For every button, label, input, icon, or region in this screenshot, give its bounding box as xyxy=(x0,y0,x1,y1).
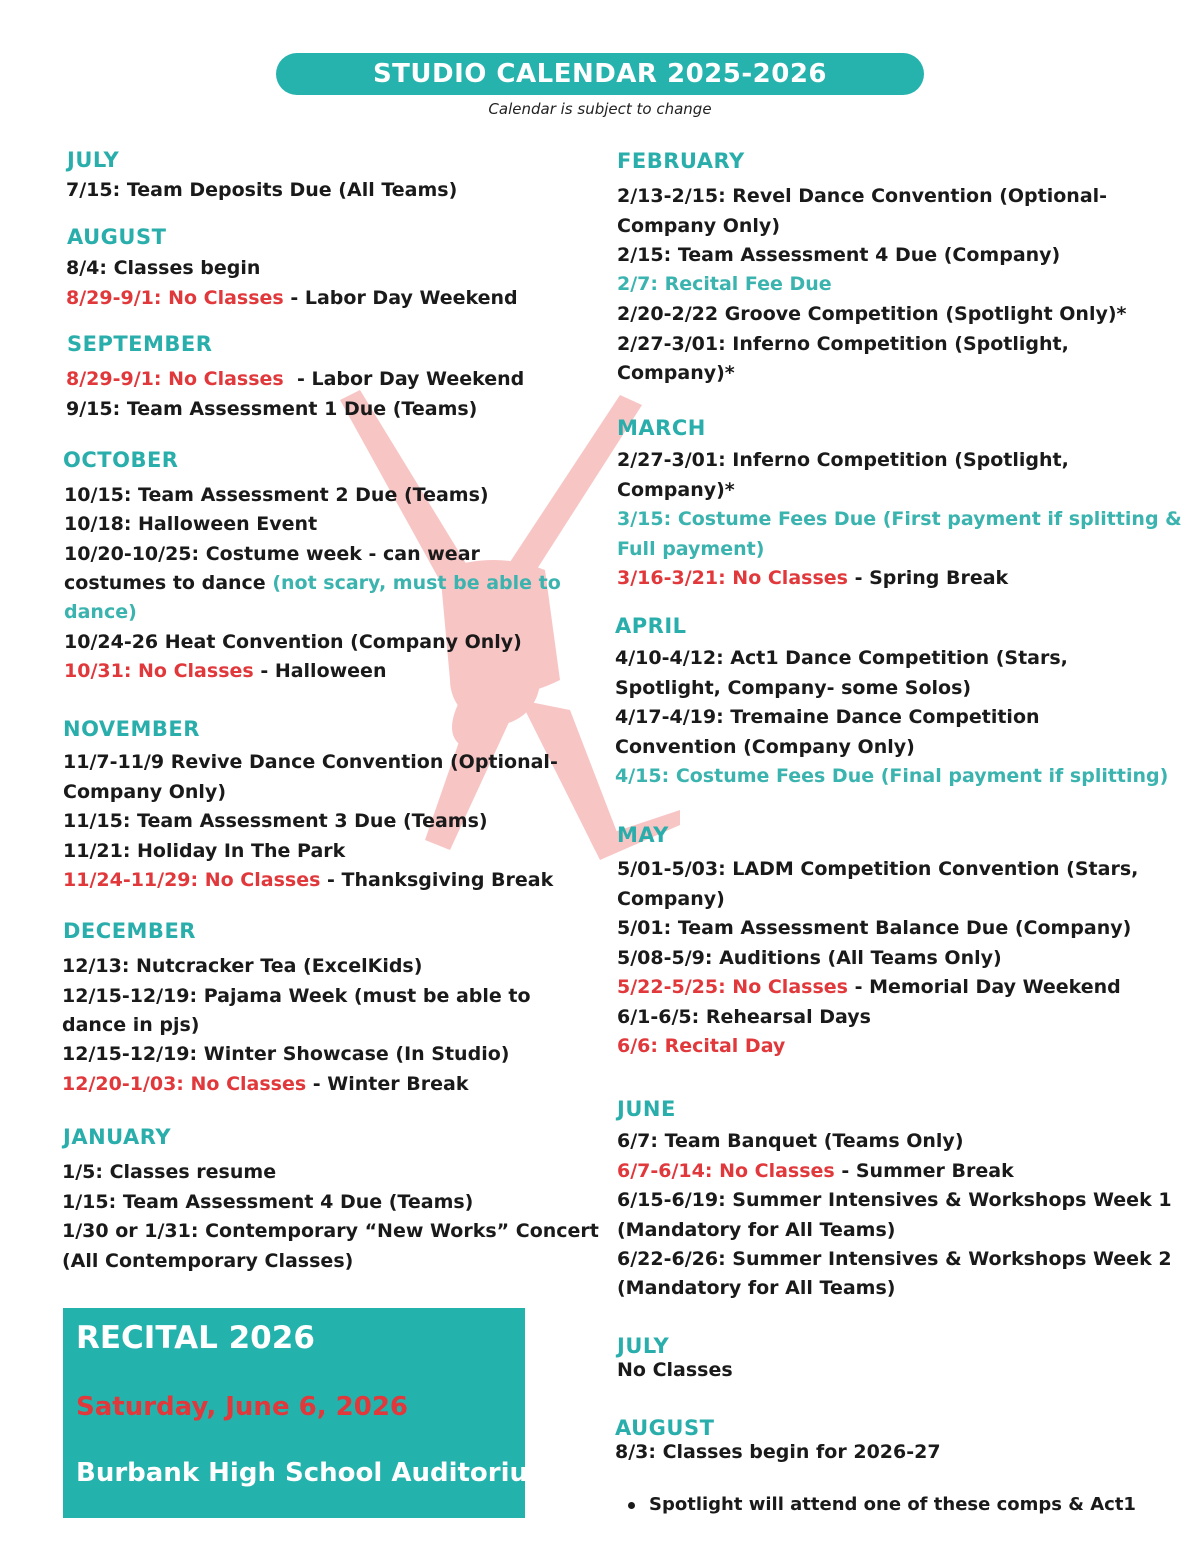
event-line: 10/24-26 Heat Convention (Company Only) xyxy=(64,631,522,653)
recital-venue: Burbank High School Auditorium xyxy=(76,1458,556,1488)
month-heading-november: NOVEMBER xyxy=(63,717,200,741)
event-line: 11/7-11/9 Revive Dance Convention (Optional- xyxy=(63,751,558,773)
month-heading-july: JULY xyxy=(67,148,120,172)
event-line: Full payment) xyxy=(617,538,765,560)
month-heading-december: DECEMBER xyxy=(63,919,196,943)
month-heading-may: MAY xyxy=(617,823,669,847)
event-line: 8/4: Classes begin xyxy=(66,257,261,279)
month-heading-august-2026: AUGUST xyxy=(615,1416,715,1440)
event-line: 2/15: Team Assessment 4 Due (Company) xyxy=(617,244,1061,266)
event-line: 5/01-5/03: LADM Competition Convention (Stars, xyxy=(617,858,1139,880)
month-heading-march: MARCH xyxy=(617,416,706,440)
event-line: 5/01: Team Assessment Balance Due (Company) xyxy=(617,917,1132,939)
event-note: - Summer Break xyxy=(834,1160,1014,1182)
event-line xyxy=(63,866,553,896)
calendar-subtitle: Calendar is subject to change xyxy=(488,100,712,118)
footnote-text: Spotlight will attend one of these comps & Act1 xyxy=(649,1494,1136,1515)
event-line: 1/30 or 1/31: Contemporary “New Works” Concert xyxy=(62,1220,599,1242)
no-classes-label: 12/20-1/03: No Classes xyxy=(62,1073,307,1095)
event-line: 3/15: Costume Fees Due (First payment if splitting & xyxy=(617,508,1182,530)
event-line: 2/7: Recital Fee Due xyxy=(617,273,832,295)
no-classes-label: 8/29-9/1: No Classes xyxy=(66,368,284,390)
event-line: 6/15-6/19: Summer Intensives & Workshops Week 1 xyxy=(617,1189,1172,1211)
no-classes-label: 10/31: No Classes xyxy=(64,660,254,682)
event-line: dance in pjs) xyxy=(62,1014,200,1036)
no-classes-label: 5/22-5/25: No Classes xyxy=(617,976,848,998)
event-line: 8/3: Classes begin for 2026-27 xyxy=(615,1441,941,1463)
event-line xyxy=(617,1157,1014,1187)
event-line: 4/17-4/19: Tremaine Dance Competition xyxy=(615,706,1040,728)
month-heading-october: OCTOBER xyxy=(63,448,179,472)
event-line: 10/15: Team Assessment 2 Due (Teams) xyxy=(64,484,489,506)
event-note: - Spring Break xyxy=(847,567,1009,589)
recital-title: RECITAL 2026 xyxy=(76,1320,315,1356)
event-line: (Mandatory for All Teams) xyxy=(617,1219,896,1241)
event-line: 2/20-2/22 Groove Competition (Spotlight Only)* xyxy=(617,303,1127,325)
month-heading-september: SEPTEMBER xyxy=(67,332,213,356)
event-line: 7/15: Team Deposits Due (All Teams) xyxy=(66,179,458,201)
month-heading-july-2026: JULY xyxy=(617,1334,670,1358)
event-line xyxy=(66,365,524,395)
event-line xyxy=(617,564,1008,594)
no-classes-label: 3/16-3/21: No Classes xyxy=(617,567,848,589)
event-line xyxy=(617,973,1121,1003)
recital-date: Saturday, June 6, 2026 xyxy=(76,1392,409,1422)
month-heading-june: JUNE xyxy=(617,1097,676,1121)
event-line: Convention (Company Only) xyxy=(615,736,915,758)
event-line: Company) xyxy=(617,888,725,910)
event-line: 11/21: Holiday In The Park xyxy=(63,840,346,862)
event-line: 6/1-6/5: Rehearsal Days xyxy=(617,1006,871,1028)
event-line: 10/20-10/25: Costume week - can wear xyxy=(64,543,480,565)
event-line: 9/15: Team Assessment 1 Due (Teams) xyxy=(66,398,478,420)
event-note: - Halloween xyxy=(253,660,387,682)
event-text: costumes to dance xyxy=(64,572,273,594)
recital-info-box xyxy=(63,1308,556,1518)
event-line: 12/15-12/19: Winter Showcase (In Studio) xyxy=(62,1043,510,1065)
event-line: (All Contemporary Classes) xyxy=(62,1250,354,1272)
event-line: 2/27-3/01: Inferno Competition (Spotlight, xyxy=(617,333,1069,355)
event-line: Company Only) xyxy=(63,781,227,803)
event-note: - Winter Break xyxy=(306,1073,469,1095)
month-heading-april: APRIL xyxy=(615,614,687,638)
no-classes-label: 8/29-9/1: No Classes xyxy=(66,287,284,309)
event-line xyxy=(64,657,386,687)
no-classes-label: 6/7-6/14: No Classes xyxy=(617,1160,835,1182)
event-line: No Classes xyxy=(617,1359,733,1381)
event-line: (Mandatory for All Teams) xyxy=(617,1277,896,1299)
month-heading-february: FEBRUARY xyxy=(617,149,745,173)
event-line xyxy=(64,569,561,599)
event-line xyxy=(66,284,518,314)
event-line: 5/08-5/9: Auditions (All Teams Only) xyxy=(617,947,1002,969)
event-line: 6/22-6/26: Summer Intensives & Workshops Week 2 xyxy=(617,1248,1172,1270)
event-line: 4/15: Costume Fees Due (Final payment if splitting) xyxy=(615,765,1169,787)
event-line: 6/7: Team Banquet (Teams Only) xyxy=(617,1130,964,1152)
event-line xyxy=(62,1070,468,1100)
event-line: 6/6: Recital Day xyxy=(617,1035,786,1057)
event-note: - Labor Day Weekend xyxy=(283,287,518,309)
event-line: Spotlight, Company- some Solos) xyxy=(615,677,972,699)
event-line: 11/15: Team Assessment 3 Due (Teams) xyxy=(63,810,488,832)
event-line: 2/27-3/01: Inferno Competition (Spotlight, xyxy=(617,449,1069,471)
event-note: - Labor Day Weekend xyxy=(283,368,525,390)
event-note: - Thanksgiving Break xyxy=(320,869,554,891)
event-line: Company)* xyxy=(617,362,735,384)
event-line: dance) xyxy=(64,601,137,623)
event-line: Company Only) xyxy=(617,215,781,237)
event-note: - Memorial Day Weekend xyxy=(847,976,1121,998)
calendar-title: STUDIO CALENDAR 2025-2026 xyxy=(276,53,924,95)
event-line: Company)* xyxy=(617,479,735,501)
no-classes-label: 11/24-11/29: No Classes xyxy=(63,869,321,891)
month-heading-january: JANUARY xyxy=(63,1125,172,1149)
event-line: 4/10-4/12: Act1 Dance Competition (Stars, xyxy=(615,647,1068,669)
month-heading-august: AUGUST xyxy=(67,225,167,249)
event-line: 12/15-12/19: Pajama Week (must be able to xyxy=(62,985,531,1007)
event-line: 2/13-2/15: Revel Dance Convention (Optional- xyxy=(617,185,1108,207)
footnote-bullet xyxy=(628,1494,1136,1515)
event-line: 1/5: Classes resume xyxy=(62,1161,277,1183)
event-line: 12/13: Nutcracker Tea (ExcelKids) xyxy=(62,955,423,977)
event-note-teal: (not scary, must be able to xyxy=(272,572,561,594)
event-line: 1/15: Team Assessment 4 Due (Teams) xyxy=(62,1191,474,1213)
event-line: 10/18: Halloween Event xyxy=(64,513,318,535)
bullet-icon xyxy=(628,1502,635,1509)
